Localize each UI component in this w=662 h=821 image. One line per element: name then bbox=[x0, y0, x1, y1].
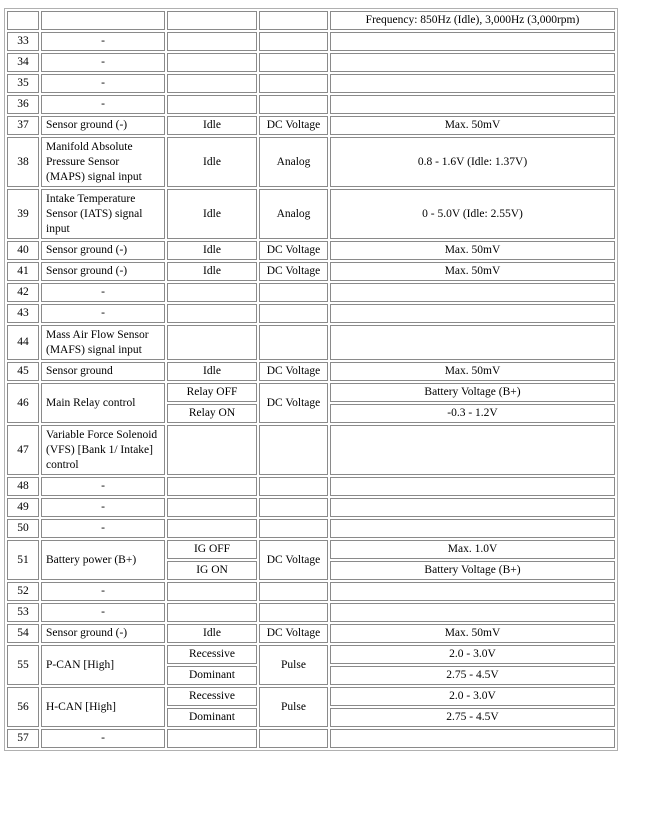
condition-cell bbox=[167, 283, 257, 302]
pin-cell: 55 bbox=[7, 645, 39, 685]
type-cell: DC Voltage bbox=[259, 624, 328, 643]
condition-cell bbox=[167, 519, 257, 538]
condition-cell: Idle bbox=[167, 137, 257, 187]
condition-cell: Idle bbox=[167, 262, 257, 281]
description-cell: P-CAN [High] bbox=[41, 645, 165, 685]
pin-cell: 49 bbox=[7, 498, 39, 517]
pin-cell: 35 bbox=[7, 74, 39, 93]
table-row bbox=[7, 687, 615, 706]
pin-cell: 57 bbox=[7, 729, 39, 748]
type-cell bbox=[259, 477, 328, 496]
pin-cell: 44 bbox=[7, 325, 39, 360]
pin-cell: 41 bbox=[7, 262, 39, 281]
condition-cell bbox=[167, 603, 257, 622]
table-row bbox=[7, 95, 615, 114]
condition-cell: Relay OFF bbox=[167, 383, 257, 402]
description-cell: - bbox=[41, 74, 165, 93]
table-row bbox=[7, 645, 615, 664]
table-row bbox=[7, 425, 615, 475]
condition-cell: Recessive bbox=[167, 645, 257, 664]
type-cell: DC Voltage bbox=[259, 383, 328, 423]
type-cell bbox=[259, 582, 328, 601]
type-cell: Analog bbox=[259, 137, 328, 187]
pin-cell: 56 bbox=[7, 687, 39, 727]
spec-cell: Battery Voltage (B+) bbox=[330, 383, 615, 402]
table-row bbox=[7, 189, 615, 239]
table-row bbox=[7, 477, 615, 496]
type-cell bbox=[259, 519, 328, 538]
condition-cell: Idle bbox=[167, 116, 257, 135]
condition-cell: IG ON bbox=[167, 561, 257, 580]
spec-cell bbox=[330, 498, 615, 517]
pin-cell: 54 bbox=[7, 624, 39, 643]
spec-cell: Max. 50mV bbox=[330, 624, 615, 643]
type-cell bbox=[259, 283, 328, 302]
pin-cell bbox=[7, 11, 39, 30]
type-cell: DC Voltage bbox=[259, 262, 328, 281]
spec-cell bbox=[330, 74, 615, 93]
condition-cell bbox=[167, 74, 257, 93]
spec-cell bbox=[330, 519, 615, 538]
description-cell: - bbox=[41, 519, 165, 538]
table-row bbox=[7, 325, 615, 360]
spec-cell bbox=[330, 425, 615, 475]
description-cell: Sensor ground (-) bbox=[41, 262, 165, 281]
table-row bbox=[7, 241, 615, 260]
type-cell bbox=[259, 11, 328, 30]
description-cell: - bbox=[41, 498, 165, 517]
pin-cell: 50 bbox=[7, 519, 39, 538]
type-cell: DC Voltage bbox=[259, 540, 328, 580]
description-cell: - bbox=[41, 283, 165, 302]
description-cell: Manifold Absolute Pressure Sensor (MAPS) signal input bbox=[41, 137, 165, 187]
condition-cell bbox=[167, 425, 257, 475]
condition-cell: IG OFF bbox=[167, 540, 257, 559]
type-cell bbox=[259, 53, 328, 72]
spec-cell: Max. 1.0V bbox=[330, 540, 615, 559]
description-cell: Variable Force Solenoid (VFS) [Bank 1/ Intake] control bbox=[41, 425, 165, 475]
condition-cell bbox=[167, 95, 257, 114]
table-row bbox=[7, 74, 615, 93]
condition-cell bbox=[167, 729, 257, 748]
description-cell: - bbox=[41, 477, 165, 496]
table-row bbox=[7, 116, 615, 135]
type-cell: Pulse bbox=[259, 645, 328, 685]
type-cell: DC Voltage bbox=[259, 362, 328, 381]
spec-cell bbox=[330, 477, 615, 496]
spec-cell bbox=[330, 582, 615, 601]
spec-cell bbox=[330, 325, 615, 360]
table-row bbox=[7, 32, 615, 51]
pin-cell: 38 bbox=[7, 137, 39, 187]
spec-cell: 2.75 - 4.5V bbox=[330, 666, 615, 685]
spec-cell: Max. 50mV bbox=[330, 362, 615, 381]
pin-cell: 36 bbox=[7, 95, 39, 114]
type-cell: Analog bbox=[259, 189, 328, 239]
description-cell: - bbox=[41, 95, 165, 114]
spec-cell: Battery Voltage (B+) bbox=[330, 561, 615, 580]
condition-cell: Idle bbox=[167, 624, 257, 643]
spec-cell: 0.8 - 1.6V (Idle: 1.37V) bbox=[330, 137, 615, 187]
condition-cell bbox=[167, 32, 257, 51]
spec-cell: Frequency: 850Hz (Idle), 3,000Hz (3,000rpm) bbox=[330, 11, 615, 30]
pin-cell: 48 bbox=[7, 477, 39, 496]
condition-cell: Dominant bbox=[167, 708, 257, 727]
table-row bbox=[7, 304, 615, 323]
table-row bbox=[7, 582, 615, 601]
type-cell: DC Voltage bbox=[259, 241, 328, 260]
condition-cell: Idle bbox=[167, 189, 257, 239]
condition-cell: Idle bbox=[167, 362, 257, 381]
type-cell bbox=[259, 32, 328, 51]
pin-cell: 46 bbox=[7, 383, 39, 423]
type-cell bbox=[259, 95, 328, 114]
description-cell: - bbox=[41, 32, 165, 51]
condition-cell bbox=[167, 498, 257, 517]
table-row bbox=[7, 519, 615, 538]
spec-cell bbox=[330, 603, 615, 622]
type-cell bbox=[259, 729, 328, 748]
table-row bbox=[7, 383, 615, 402]
description-cell: - bbox=[41, 53, 165, 72]
description-cell: Sensor ground (-) bbox=[41, 624, 165, 643]
description-cell: - bbox=[41, 582, 165, 601]
spec-cell: 2.75 - 4.5V bbox=[330, 708, 615, 727]
pin-cell: 34 bbox=[7, 53, 39, 72]
type-cell bbox=[259, 425, 328, 475]
condition-cell: Idle bbox=[167, 241, 257, 260]
type-cell bbox=[259, 603, 328, 622]
condition-cell bbox=[167, 11, 257, 30]
pin-cell: 45 bbox=[7, 362, 39, 381]
description-cell: - bbox=[41, 729, 165, 748]
description-cell: Sensor ground bbox=[41, 362, 165, 381]
condition-cell: Relay ON bbox=[167, 404, 257, 423]
spec-cell bbox=[330, 304, 615, 323]
type-cell: DC Voltage bbox=[259, 116, 328, 135]
table-row bbox=[7, 624, 615, 643]
pin-cell: 37 bbox=[7, 116, 39, 135]
pin-cell: 33 bbox=[7, 32, 39, 51]
pin-cell: 39 bbox=[7, 189, 39, 239]
table-row bbox=[7, 603, 615, 622]
description-cell: - bbox=[41, 304, 165, 323]
pin-cell: 40 bbox=[7, 241, 39, 260]
pin-cell: 42 bbox=[7, 283, 39, 302]
description-cell: - bbox=[41, 603, 165, 622]
table-row bbox=[7, 53, 615, 72]
type-cell bbox=[259, 74, 328, 93]
pin-cell: 52 bbox=[7, 582, 39, 601]
pin-cell: 51 bbox=[7, 540, 39, 580]
condition-cell bbox=[167, 477, 257, 496]
description-cell: H-CAN [High] bbox=[41, 687, 165, 727]
table-row bbox=[7, 283, 615, 302]
condition-cell: Dominant bbox=[167, 666, 257, 685]
description-cell bbox=[41, 11, 165, 30]
spec-cell: -0.3 - 1.2V bbox=[330, 404, 615, 423]
spec-cell: 2.0 - 3.0V bbox=[330, 687, 615, 706]
spec-cell: Max. 50mV bbox=[330, 262, 615, 281]
table-row bbox=[7, 11, 615, 30]
description-cell: Battery power (B+) bbox=[41, 540, 165, 580]
condition-cell bbox=[167, 325, 257, 360]
description-cell: Sensor ground (-) bbox=[41, 116, 165, 135]
spec-cell bbox=[330, 729, 615, 748]
type-cell: Pulse bbox=[259, 687, 328, 727]
description-cell: Mass Air Flow Sensor (MAFS) signal input bbox=[41, 325, 165, 360]
type-cell bbox=[259, 498, 328, 517]
spec-cell: 2.0 - 3.0V bbox=[330, 645, 615, 664]
table-row bbox=[7, 262, 615, 281]
description-cell: Intake Temperature Sensor (IATS) signal input bbox=[41, 189, 165, 239]
type-cell bbox=[259, 325, 328, 360]
condition-cell bbox=[167, 582, 257, 601]
table-row bbox=[7, 498, 615, 517]
condition-cell bbox=[167, 53, 257, 72]
pin-cell: 53 bbox=[7, 603, 39, 622]
pin-spec-table bbox=[4, 8, 618, 751]
condition-cell bbox=[167, 304, 257, 323]
spec-cell: 0 - 5.0V (Idle: 2.55V) bbox=[330, 189, 615, 239]
table-row bbox=[7, 540, 615, 559]
spec-cell bbox=[330, 53, 615, 72]
pin-cell: 43 bbox=[7, 304, 39, 323]
pin-cell: 47 bbox=[7, 425, 39, 475]
spec-cell bbox=[330, 95, 615, 114]
spec-cell: Max. 50mV bbox=[330, 241, 615, 260]
table-row bbox=[7, 362, 615, 381]
spec-cell bbox=[330, 283, 615, 302]
table-row bbox=[7, 137, 615, 187]
description-cell: Main Relay control bbox=[41, 383, 165, 423]
description-cell: Sensor ground (-) bbox=[41, 241, 165, 260]
type-cell bbox=[259, 304, 328, 323]
spec-cell bbox=[330, 32, 615, 51]
table-row bbox=[7, 729, 615, 748]
condition-cell: Recessive bbox=[167, 687, 257, 706]
spec-cell: Max. 50mV bbox=[330, 116, 615, 135]
